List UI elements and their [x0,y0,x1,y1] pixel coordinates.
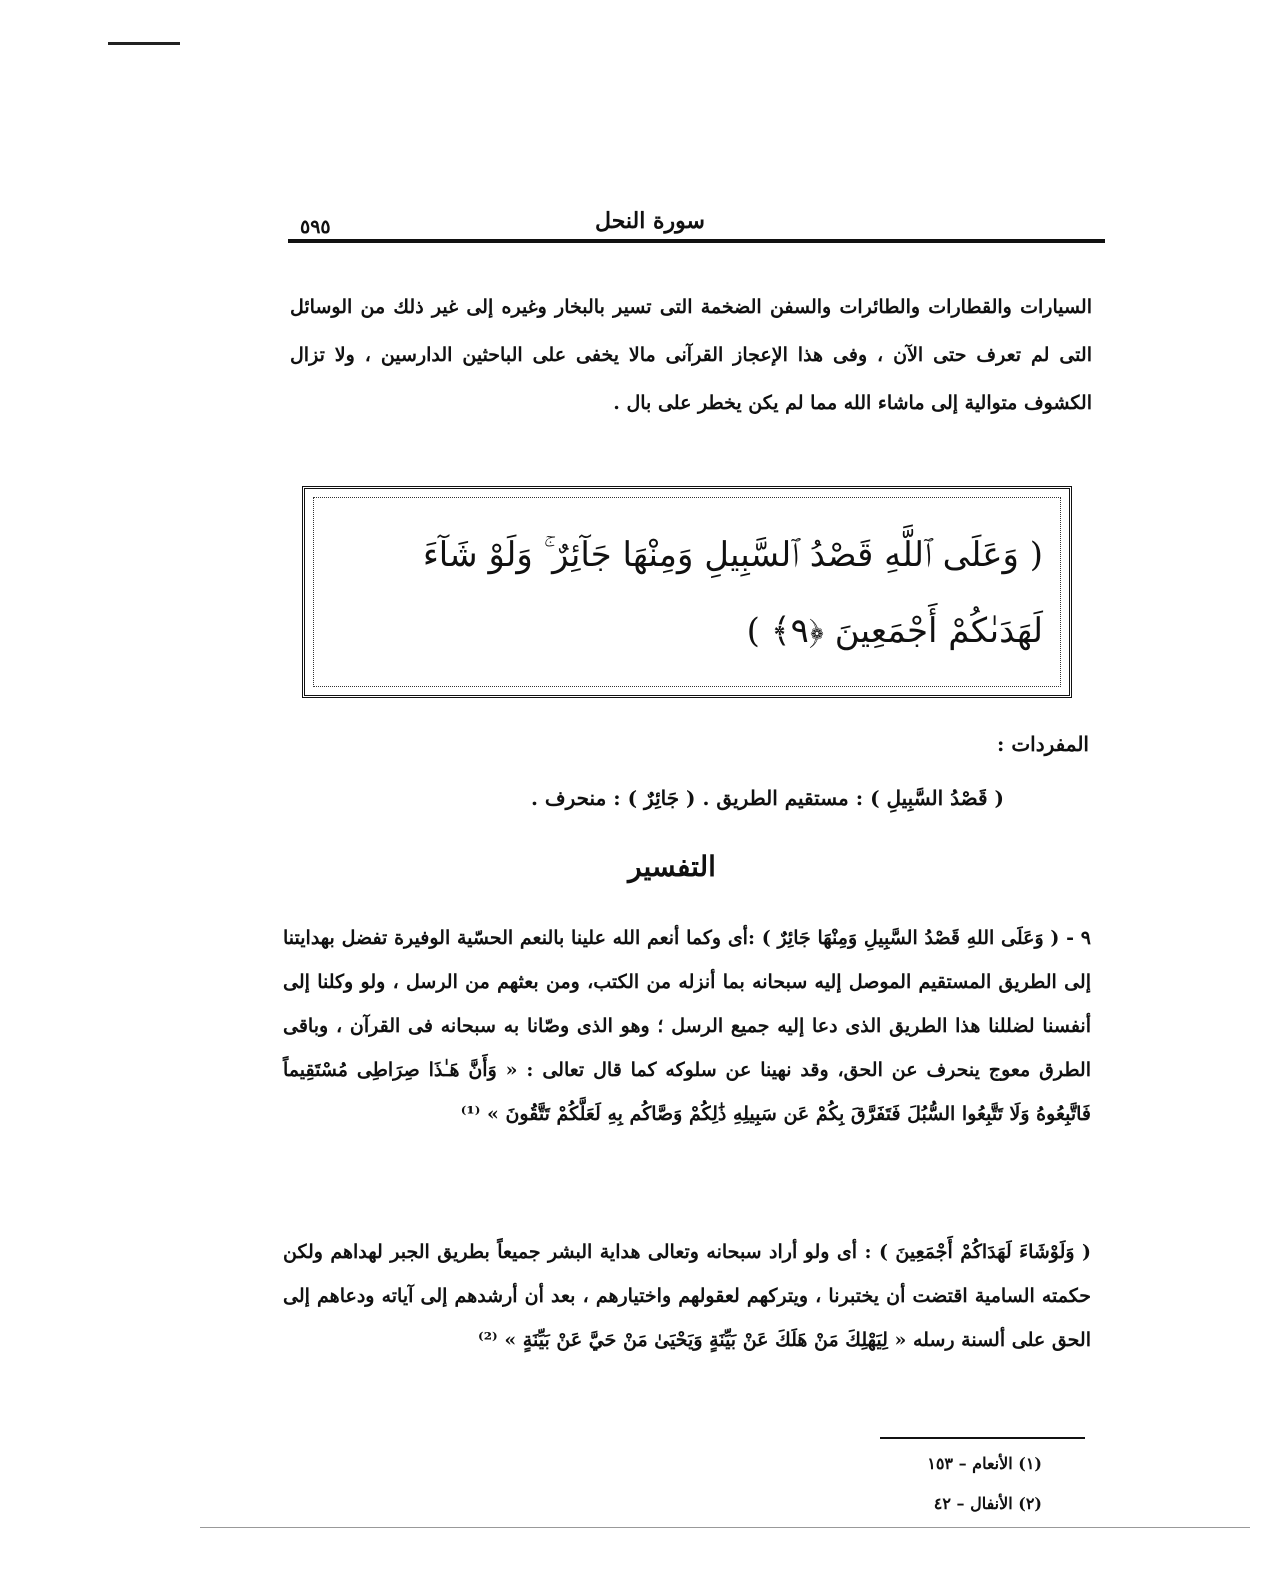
vocabulary-heading: المفردات : [996,732,1089,756]
verse-frame [302,486,1072,698]
intro-paragraph: السيارات والقطارات والطائرات والسفن الضخمة التى تسير بالبخار وغيره إلى غير ذلك من الوسائل التى لم تعرف حتى الآن ، وفى هذا الإعجاز القرآنى مالا يخفى على الباحثين الدارسين ، ولا تزال الكشوف متوالية إلى ماشاء الله مما لم يكن يخطر على بال . [290,296,1092,414]
tafsir-paragraph-2: ( وَلَوْشَاءَ لَهَدَاكُمْ أَجْمَعِينَ ) : أى ولو أراد سبحانه وتعالى هداية البشر جميعاً بطريق الجبر لهداهم ولكن حكمته السامية اقتضت أن يختبرنا ، ويتركهم لعقولهم واختيارهم ، بعد أن أرشدهم إلى آياته ودعاهم إلى الحق على ألسنة رسله « لِيَهْلِكَ مَنْ هَلَكَ عَنْ بَيِّنَةٍ وَيَحْيَىٰ مَنْ حَيَّ عَنْ بَيِّنَةٍ » ⁽²⁾ [283,1241,1091,1351]
page-header-title: سورة النحل [595,208,705,234]
page-number: ٥٩٥ [300,216,331,238]
scan-artifact-mark [108,42,180,45]
quran-verse: ( وَعَلَى ٱللَّهِ قَصْدُ ٱلسَّبِيلِ وَمِنْهَا جَآئِرٌ ۚ وَلَوْ شَآءَ لَهَدَىٰكُمْ أَجْمَعِينَ ﴿٩﴾ ) [422,535,1043,651]
tafsir-paragraph-1: ٩ - ( وَعَلَى اللهِ قَصْدُ السَّبِيلِ وَمِنْهَا جَائِرٌ ) :أى وكما أنعم الله علينا بالنعم الحسّية الوفيرة تفضل بهدايتنا إلى الطريق المستقيم الموصل إليه سبحانه بما أنزله من الكتب، ومن بعثهم من الرسل ، ولو وكلنا إلى أنفسنا لضللنا هذا الطريق الذى دعا إليه جميع الرسل ؛ وهو الذى وصّانا به سبحانه فى القرآن ، وباقى الطرق معوج ينحرف عن الحق، وقد نهينا عن سلوكه كما قال تعالى : « وَأَنَّ هَـٰذَا صِرَاطِى مُسْتَقِيماً فَاتَّبِعُوهُ وَلَا تَتَّبِعُوا السُّبُلَ فَتَفَرَّقَ بِكُمْ عَن سَبِيلِهِ ذَٰلِكُمْ وَصَّاكُم بِهِ لَعَلَّكُمْ تَتَّقُونَ » ⁽¹⁾ [283,927,1091,1125]
bottom-scan-line [200,1527,1250,1528]
footnote-1: (١) الأنعام – ١٥٣ [927,1454,1042,1473]
footnote-rule [880,1437,1085,1439]
vocabulary-line: ( قَصْدُ السَّبِيلِ ) : مستقيم الطريق . ( جَائِرٌ ) : منحرف . [530,786,1004,810]
footnote-2: (٢) الأنفال – ٤٢ [933,1494,1042,1513]
tafsir-heading: التفسير [628,850,716,883]
header-rule [288,239,1105,243]
